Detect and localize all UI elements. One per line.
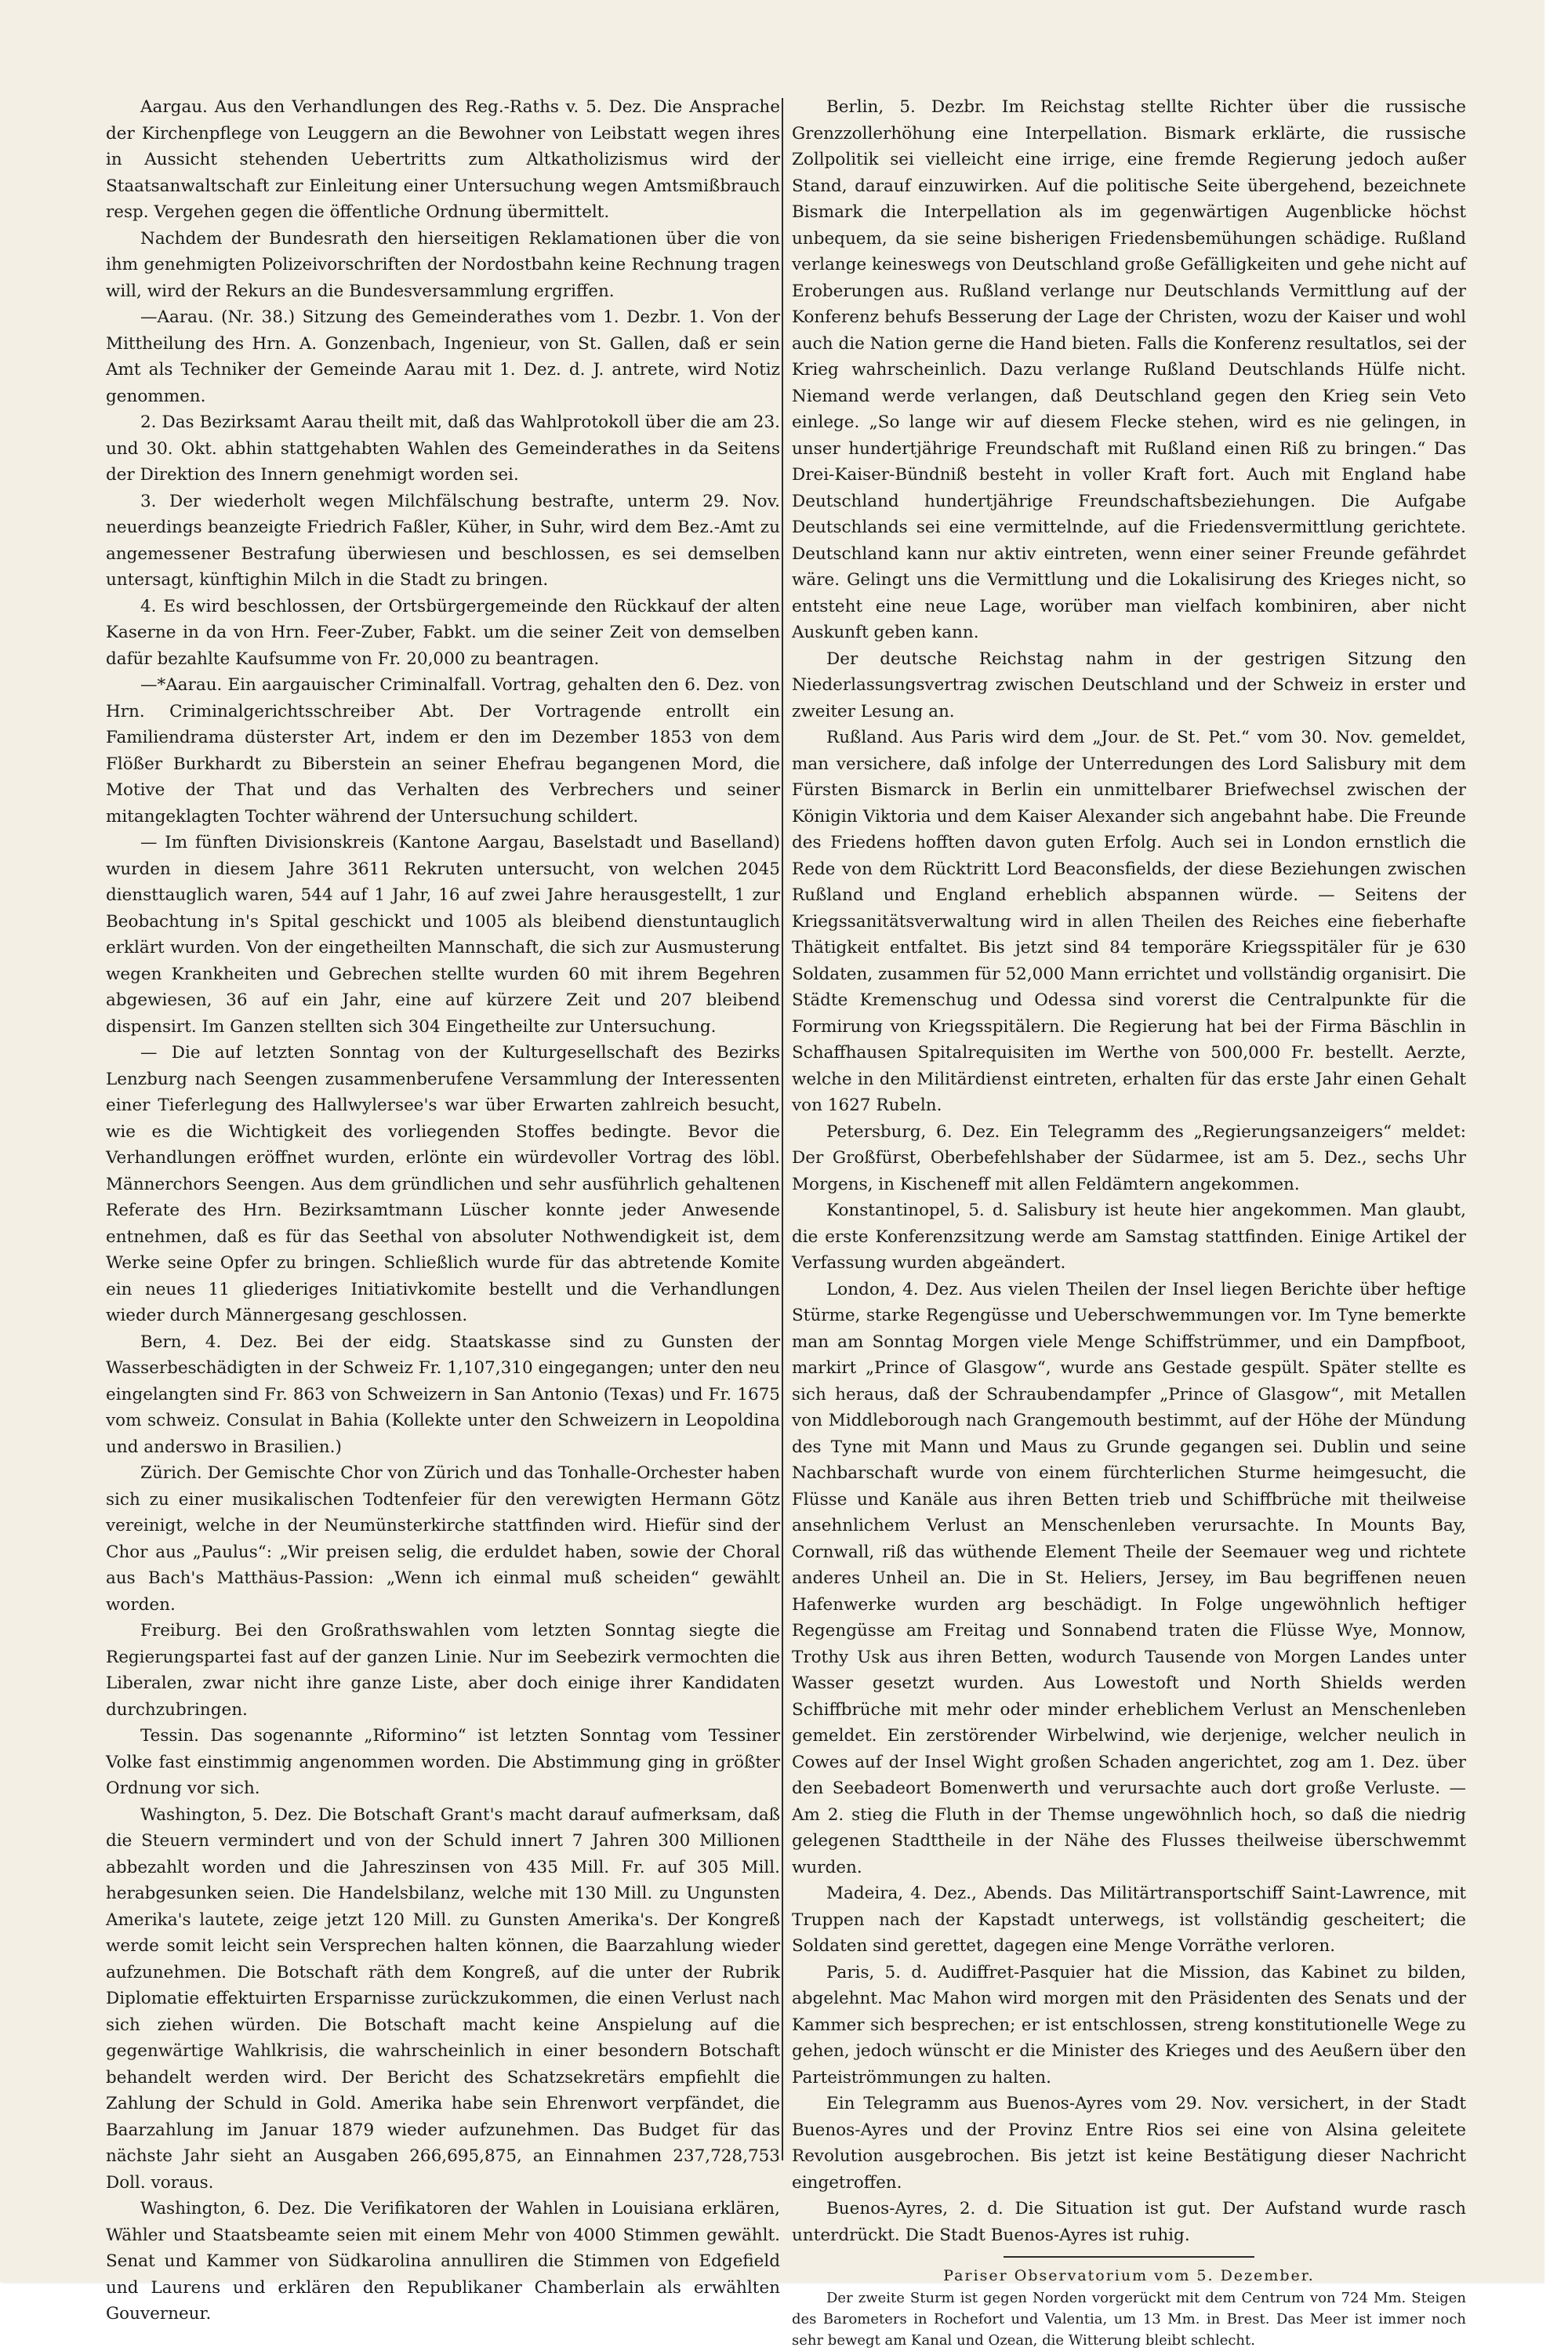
article-paragraph: Bern, 4. Dez. Bei der eidg. Staatskasse sind zu Gunsten der Wasserbeschädigten in der Schweiz Fr. 1,107,310 eingegangen; unter den neu eingelangten sind Fr. 863 von Schweizern in San Antonio (Texas) und Fr. 1675 vom schweiz. Consulat in Bahia (Kollekte unter den Schweizern in Leopoldina und anderswo in Brasilien.)	[106, 1332, 781, 1457]
article-paragraph: Berlin, 5. Dezbr. Im Reichstag stellte Richter über die russische Grenzzollerhöhung eine Interpellation. Bismark erklärte, die russische Zollpolitik sei vielleicht eine irrige, eine fremde Regierung jedoch außer Stand, darauf einzuwirken. Auf die politische Seite übergehend, bezeichnete Bismark die Interpellation als im gegenwärtigen Augenblicke höchst unbequem, da sie seine bisherigen Friedensbemühungen schädige. Rußland verlange keineswegs von Deutschland große Gefälligkeiten und gehe nicht auf Eroberungen aus. Rußland verlange nur Deutschlands Vermittlung auf der Konferenz behufs Besserung der Lage der Christen, wozu der Kaiser und wohl auch die Nation gerne die Hand bieten. Falls die Konferenz resultatlos, sei der Krieg wahrscheinlich. Dazu verlange Rußland Deutschlands Hülfe nicht. Niemand werde verlangen, daß Deutschland gegen den Krieg sein Veto einlege. „So lange wir auf diesem Flecke stehen, wird es nie gelingen, in unser hundertjährige Freundschaft mit Rußland einen Riß zu bringen.“ Das Drei-Kaiser-Bündniß besteht in voller Kraft fort. Auch mit England habe Deutschland hundertjährige Freundschaftsbeziehungen. Die Aufgabe Deutschlands sei eine vermittelnde, auf die Friedensvermittlung gerichtete. Deutschland kann nur aktiv eintreten, wenn einer seiner Freunde gefährdet wäre. Gelingt uns die Vermittlung und die Lokalisirung des Krieges nicht, so entsteht eine neue Lage, worüber man vielfach kombiniren, aber nicht Auskunft geben kann.	[792, 97, 1466, 642]
right-column	[792, 94, 1466, 2351]
article-paragraph: 2. Das Bezirksamt Aarau theilt mit, daß das Wahlprotokoll über die am 23. und 30. Okt. abhin stattgehabten Wahlen des Gemeinderathes in da Seitens der Direktion des Innern genehmigt worden sei.	[106, 412, 780, 485]
article-paragraph: —Aarau. (Nr. 38.) Sitzung des Gemeinderathes vom 1. Dezbr. 1. Von der Mittheilung des Hrn. A. Gonzenbach, Ingenieur, von St. Gallen, daß er sein Amt als Techniker der Gemeinde Aarau mit 1. Dez. d. J. antrete, wird Notiz genommen.	[106, 307, 780, 406]
article-paragraph: Der deutsche Reichstag nahm in der gestrigen Sitzung den Niederlassungsvertrag zwischen Deutschland und der Schweiz in erster und zweiter Lesung an.	[792, 649, 1466, 721]
article-paragraph: Freiburg. Bei den Großrathswahlen vom letzten Sonntag siegte die Regierungspartei fast auf der ganzen Linie. Nur im Seebezirk vermochten die Liberalen, zwar nicht ihre ganze Liste, aber doch einige ihrer Kandidaten durchzubringen.	[106, 1621, 780, 1720]
article-paragraph: London, 4. Dez. Aus vielen Theilen der Insel liegen Berichte über heftige Stürme, starke Regengüsse und Ueberschwemmungen vor. Im Tyne bemerkte man am Sonntag Morgen viele Menge Schiffstrümmer, und ein Dampfboot, markirt „Prince of Glasgow“, wurde ans Gestade gespült. Später stellte es sich heraus, daß der Schraubendampfer „Prince of Glasgow“, mit Metallen von Middleborough nach Grangemouth bestimmt, auf der Höhe der Mündung des Tyne mit Mann und Maus zu Grunde gegangen sei. Dublin und seine Nachbarschaft wurde von einem fürchterlichen Sturme heimgesucht, die Flüsse und Kanäle aus ihren Betten trieb und Schiffbrüche mit theilweise ansehnlichem Verlust an Menschenleben verursachte. In Mounts Bay, Cornwall, riß das wüthende Element Theile der Seemauer weg und richtete anderes Unheil an. Die in St. Heliers, Jersey, im Bau begriffenen neuen Hafenwerke wurden arg beschädigt. In Folge ungewöhnlich heftiger Regengüsse am Freitag und Sonnabend traten die Flüsse Wye, Monnow, Trothy Usk aus ihren Betten, wodurch Tausende von Morgen Landes unter Wasser gesetzt wurden. Aus Lowestoft und North Shields werden Schiffbrüche mit mehr oder minder erheblichem Verlust an Menschenleben gemeldet. Ein zerstörender Wirbelwind, wie derjenige, welcher neulich in Cowes auf der Insel Wight großen Schaden angerichtet, zog am 1. Dez. über den Seebadeort Bomenwerth und verursachte auch dort große Verluste. — Am 2. stieg die Fluth in der Themse ungewöhnlich hoch, so daß die niedrig gelegenen Stadttheile in der Nähe des Flusses theilweise überschwemmt wurden.	[792, 1279, 1466, 1877]
article-paragraph: Madeira, 4. Dez., Abends. Das Militärtransportschiff Saint-Lawrence, mit Truppen nach der Kapstadt unterwegs, ist vollständig gescheitert; die Soldaten sind gerettet, dagegen eine Menge Vorräthe verloren.	[792, 1884, 1466, 1956]
section-separator	[1004, 2256, 1254, 2258]
article-paragraph: Tessin. Das sogenannte „Riformino“ ist letzten Sonntag vom Tessiner Volke fast einstimmig angenommen worden. Die Abstimmung ging in größter Ordnung vor sich.	[106, 1726, 780, 1798]
article-paragraph: Buenos-Ayres, 2. d. Die Situation ist gut. Der Aufstand wurde rasch unterdrückt. Die Stadt Buenos-Ayres ist ruhig.	[792, 2199, 1466, 2245]
article-paragraph: —*Aarau. Ein aargauischer Criminalfall. Vortrag, gehalten den 6. Dez. von Hrn. Criminalgerichtsschreiber Abt. Der Vortragende entrollt ein Familiendrama düsterster Art, indem er den im Dezember 1853 von dem Flößer Burkhardt zu Biberstein an seiner Ehefrau begangenen Mord, die Motive der That und das Verhalten des Verbrechers und seiner mitangeklagten Tochter während der Untersuchung schildert.	[106, 675, 780, 827]
article-paragraph: Zürich. Der Gemischte Chor von Zürich und das Tonhalle-Orchester haben sich zu einer musikalischen Todtenfeier für den verewigten Hermann Götz vereinigt, welche in der Neumünsterkirche stattfinden wird. Hiefür sind der Chor aus „Paulus“: „Wir preisen selig, die erduldet haben, sowie der Choral aus Bach's Matthäus-Passion: „Wenn ich einmal muß scheiden“ gewählt worden.	[106, 1463, 780, 1615]
article-paragraph: Washington, 6. Dez. Die Verifikatoren der Wahlen in Louisiana erklären, Wähler und Staatsbeamte seien mit einem Mehr von 4000 Stimmen gewählt. Senat und Kammer von Südkarolina annulliren die Stimmen von Edgefield und Laurens und erklären den Republikaner Chamberlain als erwählten Gouverneur.	[106, 2199, 780, 2324]
right-column-articles	[792, 94, 1466, 2248]
article-paragraph: 4. Es wird beschlossen, der Ortsbürgergemeinde den Rückkauf der alten Kaserne in da von Hrn. Feer-Zuber, Fabkt. um die seiner Zeit von demselben dafür bezahlte Kaufsumme von Fr. 20,000 zu beantragen.	[106, 596, 780, 669]
observatory-heading: Pariser Observatorium vom 5. Dezember.	[943, 2267, 1315, 2284]
article-paragraph: Petersburg, 6. Dez. Ein Telegramm des „Regierungsanzeigers“ meldet: Der Großfürst, Oberbefehlshaber der Südarmee, ist am 5. Dez., sechs Uhr Morgens, in Kischeneff mit allen Feldämtern angekommen.	[792, 1121, 1466, 1194]
observatory-text: Der zweite Sturm ist gegen Norden vorgerückt mit dem Centrum von 724 Mm. Steigen des Barometers in Rochefort und Valentia, um 13 Mm. in Brest. Das Meer ist immer noch sehr bewegt am Kanal und Ozean, die Witterung bleibt schlecht.	[792, 2290, 1466, 2349]
article-paragraph: Konstantinopel, 5. d. Salisbury ist heute hier angekommen. Man glaubt, die erste Konferenzsitzung werde am Samstag stattfinden. Einige Artikel der Verfassung wurden abgeändert.	[792, 1201, 1466, 1273]
column-rule	[782, 98, 783, 2160]
article-paragraph: Aargau. Aus den Verhandlungen des Reg.-Raths v. 5. Dez. Die Ansprache der Kirchenpflege von Leuggern an die Bewohner von Leibstatt wegen ihres in Aussicht stehenden Uebertritts zum Altkatholizismus wird der Staatsanwaltschaft zur Einleitung einer Untersuchung wegen Amtsmißbrauch resp. Vergehen gegen die öffentliche Ordnung übermittelt.	[106, 97, 780, 222]
article-paragraph: Paris, 5. d. Audiffret-Pasquier hat die Mission, das Kabinet zu bilden, abgelehnt. Mac Mahon wird morgen mit den Präsidenten des Senats und der Kammer sich besprechen; er ist entschlossen, streng konstitutionelle Wege zu gehen, jedoch wünscht er die Minister des Krieges und des Aeußern über den Parteiströmmungen zu halten.	[792, 1962, 1466, 2088]
article-paragraph: 3. Der wiederholt wegen Milchfälschung bestrafte, unterm 29. Nov. neuerdings beanzeigte Friedrich Faßler, Küher, in Suhr, wird dem Bez.-Amt zu angemessener Bestrafung überwiesen und beschlossen, es sei demselben untersagt, künftighin Milch in die Stadt zu bringen.	[106, 491, 780, 590]
article-paragraph: Ein Telegramm aus Buenos-Ayres vom 29. Nov. versichert, in der Stadt Buenos-Ayres und der Provinz Entre Rios sei eine von Alsina geleitete Revolution ausgebrochen. Bis jetzt ist keine Bestätigung dieser Nachricht eingetroffen.	[792, 2094, 1466, 2193]
article-paragraph: — Im fünften Divisionskreis (Kantone Aargau, Baselstadt und Baselland) wurden in diesem Jahre 3611 Rekruten untersucht, von welchen 2045 diensttauglich waren, 544 auf 1 Jahr, 16 auf zwei Jahre herausgestellt, 1 zur Beobachtung in's Spital geschickt und 1005 als bleibend dienstuntauglich erklärt wurden. Von der eingetheilten Mannschaft, die sich zur Ausmusterung wegen Krankheiten und Gebrechen stellte wurden 60 mit ihrem Begehren abgewiesen, 36 auf ein Jahr, eine auf kürzere Zeit und 207 bleibend dispensirt. Im Ganzen stellten sich 304 Eingetheilte zur Untersuchung.	[106, 833, 780, 1037]
article-paragraph: Nachdem der Bundesrath den hierseitigen Reklamationen über die von ihm genehmigten Polizeivorschriften der Nordostbahn keine Rechnung tragen will, wird der Rekurs an die Bundesversammlung ergriffen.	[106, 228, 780, 301]
article-paragraph: — Die auf letzten Sonntag von der Kulturgesellschaft des Bezirks Lenzburg nach Seengen zusammenberufene Versammlung der Interessenten einer Tieferlegung des Hallwylersee's war über Erwarten zahlreich besucht, wie es die Wichtigkeit des vorliegenden Stoffes bedingte. Bevor die Verhandlungen eröffnet wurden, erlönte ein würdevoller Vortrag des löbl. Männerchors Seengen. Aus dem gründlichen und sehr ausführlich gehaltenen Referate des Hrn. Bezirksamtmann Lüscher konnte jeder Anwesende entnehmen, daß es für das Seethal von absoluter Nothwendigkeit ist, dem Werke seine Opfer zu bringen. Schließlich wurde für das abtretende Komite ein neues 11 gliederiges Initiativkomite bestellt und die Verhandlungen wieder durch Männergesang geschlossen.	[106, 1043, 780, 1325]
left-column	[106, 94, 780, 2327]
article-paragraph: Washington, 5. Dez. Die Botschaft Grant's macht darauf aufmerksam, daß die Steuern vermindert und von der Schuld innert 7 Jahren 300 Millionen abbezahlt worden und die Jahreszinsen von 435 Mill. Fr. auf 305 Mill. herabgesunken seien. Die Handelsbilanz, welche mit 130 Mill. zu Ungunsten Amerika's lautete, zeige jetzt 120 Mill. zu Gunsten Amerika's. Der Kongreß werde somit leicht sein Versprechen halten können, die Baarzahlung wieder aufzunehmen. Die Botschaft räth dem Kongreß, auf die unter der Rubrik Diplomatie effektuirten Ersparnisse zurückzukommen, die einen Verlust nach sich ziehen würden. Die Botschaft macht keine Anspielung auf die gegenwärtige Wahlkrisis, die wahrscheinlich in einer besondern Botschaft behandelt werden wird. Der Bericht des Schatzsekretärs empfiehlt die Zahlung der Schuld in Gold. Amerika habe sein Ehrenwort verpfändet, die Baarzahlung im Januar 1879 wieder aufzunehmen. Das Budget für das nächste Jahr sieht an Ausgaben 266,695,875, an Einnahmen 237,728,753 Doll. voraus.	[106, 1804, 780, 2193]
page-margin	[1544, 0, 1568, 2285]
article-paragraph: Rußland. Aus Paris wird dem „Jour. de St. Pet.“ vom 30. Nov. gemeldet, man versichere, daß infolge der Unterredungen des Lord Salisbury mit dem Fürsten Bismarck in Berlin ein unmittelbarer Briefwechsel zwischen der Königin Viktoria und dem Kaiser Alexander sich angebahnt habe. Die Freunde des Friedens hofften davon guten Erfolg. Auch sei in London ernstlich die Rede von dem Rücktritt Lord Beaconsfields, der diese Beziehungen zwischen Rußland und England erheblich abspannen würde. — Seitens der Kriegssanitätsverwaltung wird in allen Theilen des Reiches eine fieberhafte Thätigkeit entfaltet. Bis jetzt sind 84 temporäre Kriegsspitäler für je 630 Soldaten, zusammen für 52,000 Mann errichtet und vollständig organisirt. Die Städte Kremenschug und Odessa sind vorerst die Centralpunkte für die Formirung von Kriegsspitälern. Die Regierung hat bei der Firma Bäschlin in Schaffhausen Spitalrequisiten im Werthe von 500,000 Fr. bestellt. Aerzte, welche in den Militärdienst eintreten, erhalten für das erste Jahr einen Gehalt von 1627 Rubeln.	[792, 728, 1466, 1115]
